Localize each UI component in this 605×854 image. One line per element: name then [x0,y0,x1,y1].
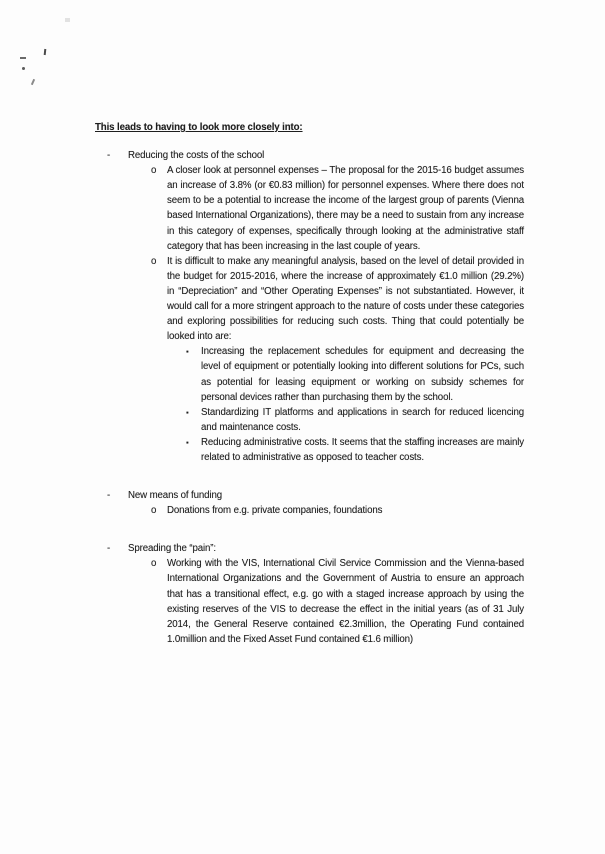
list-item [95,344,524,404]
paragraph-it-platforms: Standardizing IT platforms and applications in search for reduced licencing and maintenance costs. [201,406,524,433]
square-bullet: ▪ [186,407,189,417]
scan-artifact-mark [44,49,47,55]
circle-bullet: o [151,255,157,267]
document-heading: This leads to having to look more closely into: [95,122,303,133]
list-item [95,405,524,435]
paragraph-donations: Donations from e.g. private companies, foundations [167,505,383,517]
section-title: New means of funding [128,490,222,502]
list-item [95,435,524,465]
circle-bullet: o [151,558,157,570]
list-item [95,148,524,163]
dash-bullet: - [107,490,111,502]
section-reducing-costs [95,148,524,465]
paragraph-equipment-replacement: Increasing the replacement schedules for equipment and decreasing the level of equipment or potentially looking into different solutions for PCs, such as potential for leasing equipment or working on subsidy schemes for personal devices rather than purchasing them by the school. [201,346,524,403]
list-item [95,541,524,556]
scan-artifact-mark [22,67,25,70]
dash-bullet: - [107,150,111,162]
section-title: Spreading the “pain”: [128,543,216,555]
section-spreading-pain [95,541,524,647]
paragraph-personnel-expenses: A closer look at personnel expenses – The proposal for the 2015-16 budget assumes an increase of 3.8% (or €0.83 million) for personnel expenses. Where there does not seem to be a potential to increase the income of the largest group of parents (Vienna based International Organizations), there may be a need to sustain from any increase in this category of expenses, specifically through looking at the administrative staff category that has been increasing in the last couple of years. [167,165,524,252]
document-content [95,120,524,647]
list-item [95,163,524,254]
list-item [95,488,524,503]
paragraph-vis-reserves: Working with the VIS, International Civil Service Commission and the Vienna-based International Organizations and the Government of Austria to ensure an approach that has a transitional effect, e.g. go with a staged increase approach by using the existing reserves of the VIS to decrease the effect in the initial years (as of 31 July 2014, the General Reserve contained €2.3million, the Operating Fund contained 1.0million and the Fixed Asset Fund contained €1.6 million) [167,558,524,645]
circle-bullet: o [151,165,157,177]
section-title: Reducing the costs of the school [128,150,265,162]
paragraph-budget-analysis: It is difficult to make any meaningful analysis, based on the level of detail provided in the budget for 2015-2016, where the increase of approximately €1.0 million (29.2%) in “Depreciation” and “Other Operating Expenses” is not substantiated. However, it would call for a more stringent approach to the nature of costs under these categories and exploring possibilities for reducing such costs. Thing that could potentially be looked into are: [167,255,524,343]
list-item [95,254,524,345]
list-item [95,556,524,647]
list-item [95,503,524,518]
paragraph-admin-costs: Reducing administrative costs. It seems that the staffing increases are mainly related to administrative as opposed to teacher costs. [201,436,524,463]
scan-artifact-mark [31,79,35,85]
section-new-funding [95,488,524,518]
scan-artifact-mark [65,18,70,22]
dash-bullet: - [107,543,111,555]
square-bullet: ▪ [186,437,189,447]
circle-bullet: o [151,505,157,517]
scan-artifact-mark [20,57,26,59]
square-bullet: ▪ [186,347,189,357]
